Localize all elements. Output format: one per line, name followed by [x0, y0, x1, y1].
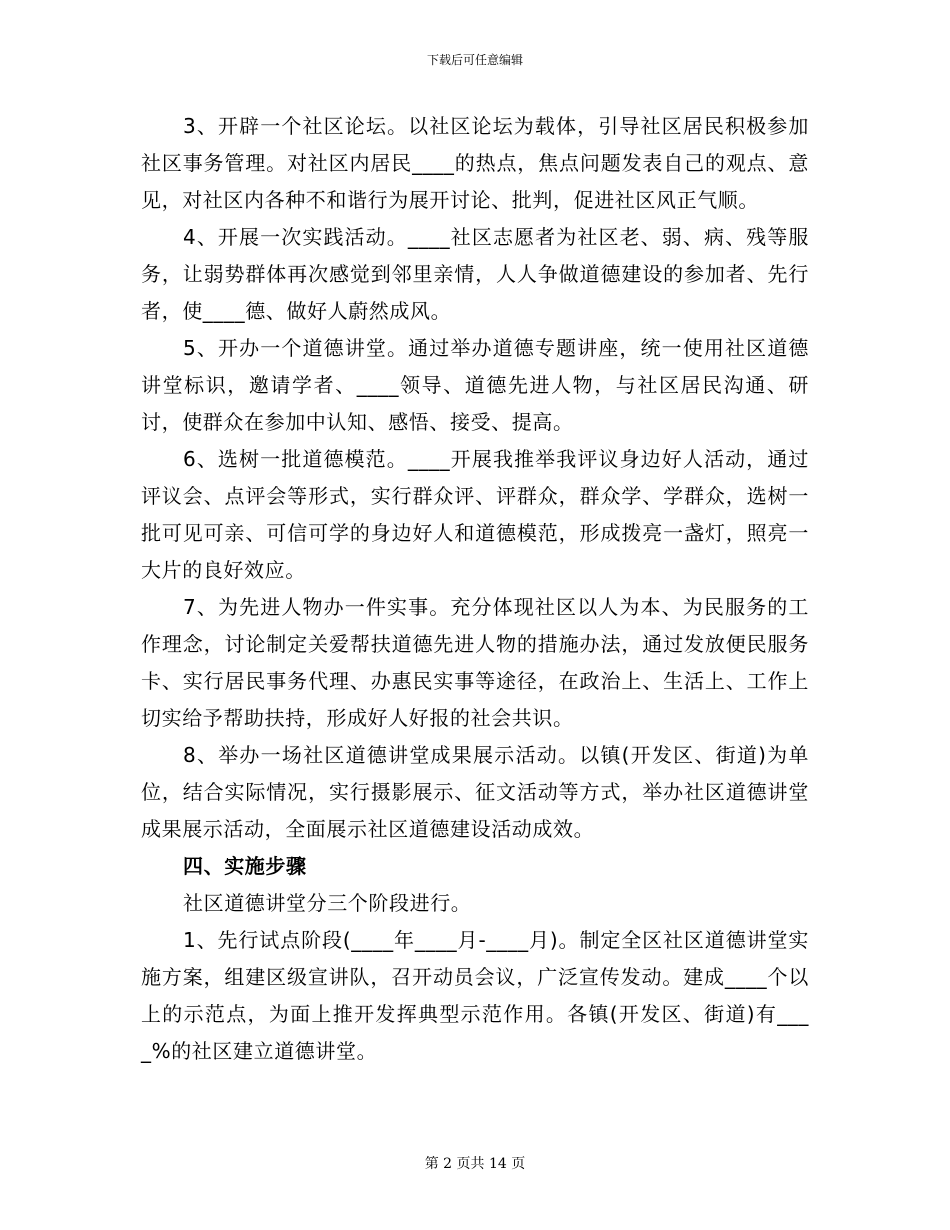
paragraph-stage-1: 1、先行试点阶段(____年____月-____月)。制定全区社区道德讲堂实施方案，组建区级宣讲队，召开动员会议，广泛宣传发动。建成____个以上的示范点，为面上推开发挥典型示范作用。各镇(开发区、街道)有____%的社区建立道德讲堂。: [141, 928, 809, 1063]
paragraph-intro: 社区道德讲堂分三个阶段进行。: [183, 891, 472, 915]
page-header: 下载后可任意编辑: [426, 53, 523, 67]
paragraph-item-5: 5、开办一个道德讲堂。通过举办道德专题讲座，统一使用社区道德讲堂标识，邀请学者、____领导、道德先进人物，与社区居民沟通、研讨，使群众在参加中认知、感悟、接受、提高。: [141, 336, 809, 434]
paragraph-item-7: 7、为先进人物办一件实事。充分体现社区以人为本、为民服务的工作理念，讨论制定关爱帮扶道德先进人物的措施办法，通过发放便民服务卡、实行居民事务代理、办惠民实事等途径，在政治上、生活上、工作上切实给予帮助扶持，形成好人好报的社会共识。: [141, 595, 809, 730]
document-body: [141, 108, 809, 1070]
paragraph-item-4: 4、开展一次实践活动。____社区志愿者为社区老、弱、病、残等服务，让弱势群体再次感觉到邻里亲情，人人争做道德建设的参加者、先行者，使____德、做好人蔚然成风。: [141, 225, 809, 323]
paragraph-item-8: 8、举办一场社区道德讲堂成果展示活动。以镇(开发区、街道)为单位，结合实际情况，实行摄影展示、征文活动等方式，举办社区道德讲堂成果展示活动，全面展示社区道德建设活动成效。: [141, 743, 809, 841]
paragraph-item-6: 6、选树一批道德模范。____开展我推举我评议身边好人活动，通过评议会、点评会等形式，实行群众评、评群众，群众学、学群众，选树一批可见可亲、可信可学的身边好人和道德模范，形成拨亮一盏灯，照亮一大片的良好效应。: [141, 447, 809, 582]
paragraph-item-3: 3、开辟一个社区论坛。以社区论坛为载体，引导社区居民积极参加社区事务管理。对社区内居民____的热点，焦点问题发表自己的观点、意见，对社区内各种不和谐行为展开讨论、批判，促进社区风正气顺。: [141, 114, 809, 212]
section-heading: 四、实施步骤: [183, 854, 307, 878]
page-footer: 第 2 页共 14 页: [424, 1156, 526, 1172]
